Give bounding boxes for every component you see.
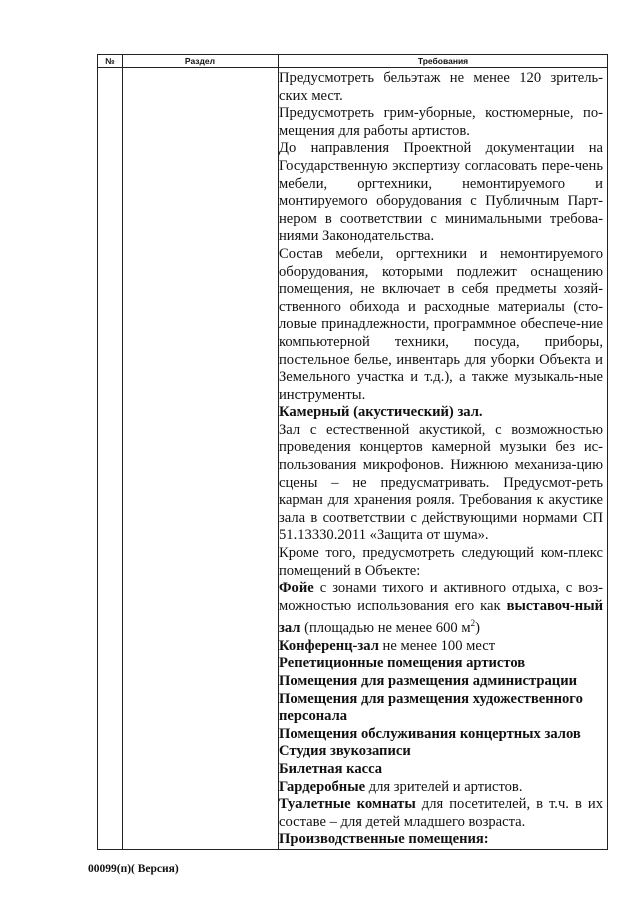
table-header — [98, 55, 607, 68]
paragraph: Состав мебели, оргтехники и немонтируемого оборудования, которыми подлежит оснащению помещения, не включает в себя предметы хозяй-ственного обихода и расходные материалы (сто-ловые принадлежности, программное обеспече-ние компьютерной техники, посуда, приборы, постельное белье, инвентарь для уборки Объекта и Земельного участка и т.д.), а также музыкаль-ные инструменты. — [279, 245, 603, 403]
paragraph: До направления Проектной документации на Государственную экспертизу согласовать пере-чень мебели, оргтехники, немонтируемого и монтируемого оборудования с Публичным Парт-нером в соответствии с минимальными требова-ниями Законодательства. — [279, 140, 603, 245]
foyer-close: ) — [475, 620, 480, 637]
paragraph: Предусмотреть грим-уборные, костюмерные, по-мещения для работы артистов. — [279, 105, 603, 139]
production-heading: Производственные помещения: — [279, 831, 489, 848]
conference-label: Конференц-зал — [279, 637, 379, 654]
room-item: Студия звукозаписи — [279, 743, 411, 760]
wardrobe-label: Гардеробные — [279, 778, 366, 795]
area-superscript: 2 — [470, 618, 476, 629]
toilets-label: Туалетные комнаты — [279, 796, 416, 813]
room-item: Помещения обслуживания концертных залов — [279, 725, 581, 742]
wardrobe-item — [279, 779, 603, 797]
toilets-item — [279, 796, 603, 831]
requirements-table — [97, 54, 608, 850]
foyer-area: (площадью не менее 600 м — [300, 620, 471, 637]
header-requirements: Требования — [417, 56, 469, 66]
document-footer: 00099(п)( Версия) — [88, 863, 179, 875]
header-section: Раздел — [184, 56, 216, 66]
conference-item — [279, 638, 603, 656]
toilets-text: для посетителей, в т.ч. в их составе – для детей младшего возраста. — [279, 796, 603, 830]
room-item: Помещения для размещения администрации — [279, 673, 578, 690]
exhibition-label: выставоч-ный зал — [279, 597, 603, 637]
paragraph: Предусмотреть бельэтаж не менее 120 зритель-ских мест. — [279, 70, 603, 104]
conference-text: не менее 100 мест — [378, 637, 496, 654]
room-item: Репетиционные помещения артистов — [279, 655, 526, 672]
foyer-item — [279, 580, 603, 638]
column-divider — [122, 55, 123, 849]
room-item: Билетная касса — [279, 761, 383, 778]
room-item: Помещения для размещения художественного персонала — [279, 690, 583, 725]
paragraph: Зал с естественной акустикой, с возможностью проведения концертов камерной музыки без ис-пользования микрофонов. Нижнюю механиза-цию сцены – не предусматривать. Предусмот-реть карман для хранения рояля. Требования к акустике зала в соответствии с действующими нормами СП 51.13330.2011 «Защита от шума». — [279, 421, 603, 544]
paragraph: Кроме того, предусмотреть следующий ком-плекс помещений в Объекте: — [279, 545, 603, 579]
wardrobe-text: для зрителей и артистов. — [365, 778, 523, 795]
section-heading: Камерный (акустический) зал. — [279, 404, 483, 421]
foyer-label: Фойе — [279, 580, 314, 597]
header-number: № — [105, 56, 115, 66]
requirements-cell — [279, 70, 603, 849]
foyer-text: с зонами тихого и активного отдыха, с воз-можностью использования его как — [279, 580, 603, 614]
